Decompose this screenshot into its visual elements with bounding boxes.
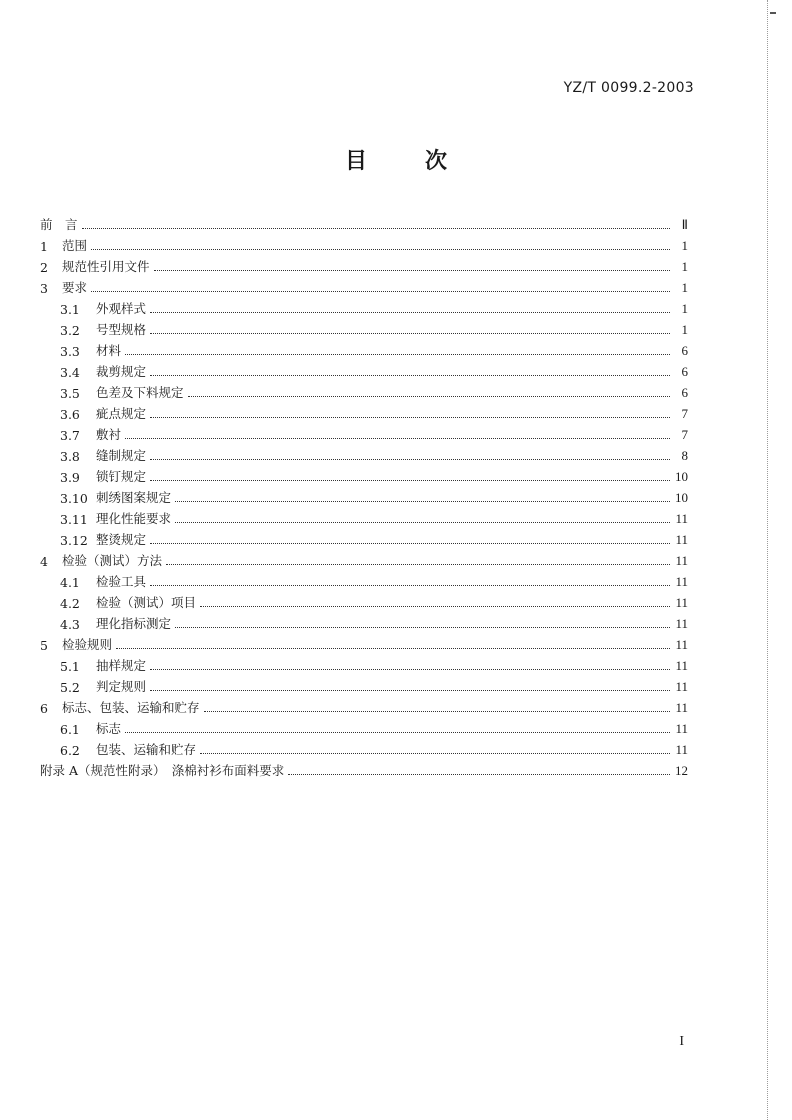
- toc-entry[interactable]: [40, 674, 688, 695]
- toc-entry-label: 规范性引用文件: [62, 259, 150, 274]
- toc-entry[interactable]: [40, 758, 688, 779]
- toc-entry-page: 11: [675, 616, 688, 631]
- toc-entry-number: 3.11: [60, 512, 88, 527]
- toc-leader-dots: [150, 668, 670, 670]
- toc-entry-label: 检验（测试）项目: [96, 595, 197, 610]
- standard-code: YZ/T 0099.2-2003: [563, 80, 694, 96]
- toc-entry-number: 2: [40, 260, 48, 275]
- toc-leader-dots: [116, 647, 670, 649]
- toc-entry[interactable]: [40, 275, 688, 296]
- toc-entry-label: 缝制规定: [96, 448, 147, 463]
- toc-entry-number: 3.10: [60, 491, 88, 506]
- toc-leader-dots: [125, 731, 670, 733]
- toc-leader-dots: [150, 689, 670, 691]
- toc-entry-label: 号型规格: [96, 322, 147, 337]
- toc-entry[interactable]: [40, 527, 688, 548]
- toc-entry-number: 3.12: [60, 533, 88, 548]
- toc-entry-page: 11: [675, 658, 688, 673]
- toc-entry-page: 1: [681, 280, 688, 295]
- toc-leader-dots: [200, 605, 670, 607]
- toc-leader-dots: [200, 752, 670, 754]
- toc-entry-label: 理化性能要求: [96, 511, 172, 526]
- toc-entry-number: 4.3: [60, 617, 80, 632]
- toc-entry-label: 材料: [96, 343, 122, 358]
- toc-entry-label: 色差及下料规定: [96, 385, 184, 400]
- toc-leader-dots: [204, 710, 670, 712]
- toc-entry[interactable]: [40, 737, 688, 758]
- toc-entry-label: 前 言: [40, 217, 78, 232]
- toc-entry-number: 3.4: [60, 365, 80, 380]
- toc-entry-page: 1: [681, 259, 688, 274]
- toc-entry-number: 4.1: [60, 575, 80, 590]
- toc-entry-page: 6: [681, 385, 688, 400]
- toc-entry[interactable]: [40, 548, 688, 569]
- page-title: 目次: [344, 149, 505, 174]
- toc-entry[interactable]: [40, 380, 688, 401]
- toc-entry-number: 3.2: [60, 323, 80, 338]
- toc-leader-dots: [288, 773, 670, 775]
- toc-entry-number: 3.7: [60, 428, 80, 443]
- toc-entry-number: 3: [40, 281, 48, 296]
- toc-entry-page: 11: [675, 700, 688, 715]
- toc-entry[interactable]: [40, 506, 688, 527]
- toc-leader-dots: [125, 437, 670, 439]
- toc-leader-dots: [154, 269, 670, 271]
- toc-leader-dots: [188, 395, 670, 397]
- toc-entry-page: 11: [675, 574, 688, 589]
- toc-entry-number: 6: [40, 701, 48, 716]
- toc-entry-page: 11: [675, 511, 688, 526]
- toc-entry[interactable]: [40, 611, 688, 632]
- toc-entry-number: 3.3: [60, 344, 80, 359]
- toc-entry-page: 6: [681, 364, 688, 379]
- toc-entry-number: 4: [40, 554, 48, 569]
- toc-entry[interactable]: [40, 485, 688, 506]
- toc-leader-dots: [125, 353, 670, 355]
- toc-entry[interactable]: [40, 590, 688, 611]
- toc-entry-page: 1: [681, 238, 688, 253]
- toc-entry[interactable]: [40, 338, 688, 359]
- toc-entry-page: 11: [675, 553, 688, 568]
- toc-entry-label: 锁钉规定: [96, 469, 147, 484]
- toc-entry-label: 检验（测试）方法: [62, 553, 163, 568]
- toc-leader-dots: [175, 626, 670, 628]
- toc-entry[interactable]: [40, 401, 688, 422]
- toc-entry[interactable]: [40, 569, 688, 590]
- toc-entry-label: 理化指标测定: [96, 616, 172, 631]
- toc-entry-label: 裁剪规定: [96, 364, 147, 379]
- toc-leader-dots: [91, 290, 670, 292]
- toc-entry-page: 1: [681, 322, 688, 337]
- toc-entry-page: 6: [681, 343, 688, 358]
- toc-leader-dots: [150, 416, 670, 418]
- toc-entry-label: 标志、包装、运输和贮存: [62, 700, 200, 715]
- toc-entry-page: 11: [675, 721, 688, 736]
- toc-entry[interactable]: [40, 695, 688, 716]
- toc-entry[interactable]: [40, 653, 688, 674]
- toc-entry-label: 敷衬: [96, 427, 122, 442]
- toc-entry[interactable]: [40, 296, 688, 317]
- toc-entry[interactable]: [40, 233, 688, 254]
- toc-leader-dots: [166, 563, 670, 565]
- toc-entry-page: 7: [681, 406, 688, 421]
- edge-mark: [770, 12, 776, 20]
- toc-entry-label: 包装、运输和贮存: [96, 742, 197, 757]
- toc-leader-dots: [150, 542, 670, 544]
- toc-leader-dots: [82, 227, 670, 229]
- toc-entry-number: 3.5: [60, 386, 80, 401]
- toc-entry-number: 5.2: [60, 680, 80, 695]
- toc-entry[interactable]: [40, 632, 688, 653]
- toc-entry-number: 6.2: [60, 743, 80, 758]
- toc-entry-number: 5: [40, 638, 48, 653]
- toc-entry-page: 11: [675, 637, 688, 652]
- toc-entry[interactable]: [40, 317, 688, 338]
- toc-leader-dots: [150, 374, 670, 376]
- toc-entry-number: 4.2: [60, 596, 80, 611]
- toc-entry-label: 疵点规定: [96, 406, 147, 421]
- toc-leader-dots: [150, 332, 670, 334]
- toc-entry[interactable]: [40, 716, 688, 737]
- table-of-contents: [40, 212, 688, 779]
- toc-entry-number: 5.1: [60, 659, 80, 674]
- toc-entry[interactable]: [40, 443, 688, 464]
- toc-entry-label: 外观样式: [96, 301, 147, 316]
- toc-entry-page: 11: [675, 532, 688, 547]
- toc-entry-number: 3.6: [60, 407, 80, 422]
- toc-entry-page: 10: [675, 469, 688, 484]
- toc-entry-label: 范围: [62, 238, 88, 253]
- toc-entry[interactable]: [40, 212, 688, 233]
- toc-entry-label: 判定规则: [96, 679, 147, 694]
- toc-leader-dots: [150, 584, 670, 586]
- toc-leader-dots: [175, 521, 670, 523]
- toc-entry-number: 6.1: [60, 722, 80, 737]
- toc-entry-label: 刺绣图案规定: [96, 490, 172, 505]
- toc-entry-page: 12: [675, 763, 688, 778]
- toc-leader-dots: [150, 458, 670, 460]
- toc-entry-label: 抽样规定: [96, 658, 147, 673]
- page-number: I: [679, 1034, 684, 1049]
- toc-entry-number: 3.8: [60, 449, 80, 464]
- toc-entry-page: 10: [675, 490, 688, 505]
- toc-entry-number: 3.1: [60, 302, 80, 317]
- toc-leader-dots: [150, 311, 670, 313]
- toc-entry-page: Ⅱ: [681, 217, 688, 232]
- toc-entry-label: 整烫规定: [96, 532, 147, 547]
- toc-entry-label: 要求: [62, 280, 88, 295]
- toc-leader-dots: [175, 500, 670, 502]
- toc-entry[interactable]: [40, 254, 688, 275]
- toc-entry-number: 3.9: [60, 470, 80, 485]
- toc-leader-dots: [91, 248, 670, 250]
- toc-entry[interactable]: [40, 422, 688, 443]
- toc-entry-page: 11: [675, 742, 688, 757]
- toc-entry-label: 检验工具: [96, 574, 147, 589]
- toc-entry[interactable]: [40, 464, 688, 485]
- toc-entry-label: 检验规则: [62, 637, 113, 652]
- toc-entry-page: 11: [675, 679, 688, 694]
- toc-entry-page: 1: [681, 301, 688, 316]
- toc-leader-dots: [150, 479, 670, 481]
- toc-entry-label: 附录 A（规范性附录） 涤棉衬衫布面料要求: [40, 763, 285, 778]
- toc-entry-page: 8: [681, 448, 688, 463]
- toc-entry-page: 7: [681, 427, 688, 442]
- toc-entry[interactable]: [40, 359, 688, 380]
- toc-entry-number: 1: [40, 239, 48, 254]
- toc-entry-label: 标志: [96, 721, 122, 736]
- toc-entry-page: 11: [675, 595, 688, 610]
